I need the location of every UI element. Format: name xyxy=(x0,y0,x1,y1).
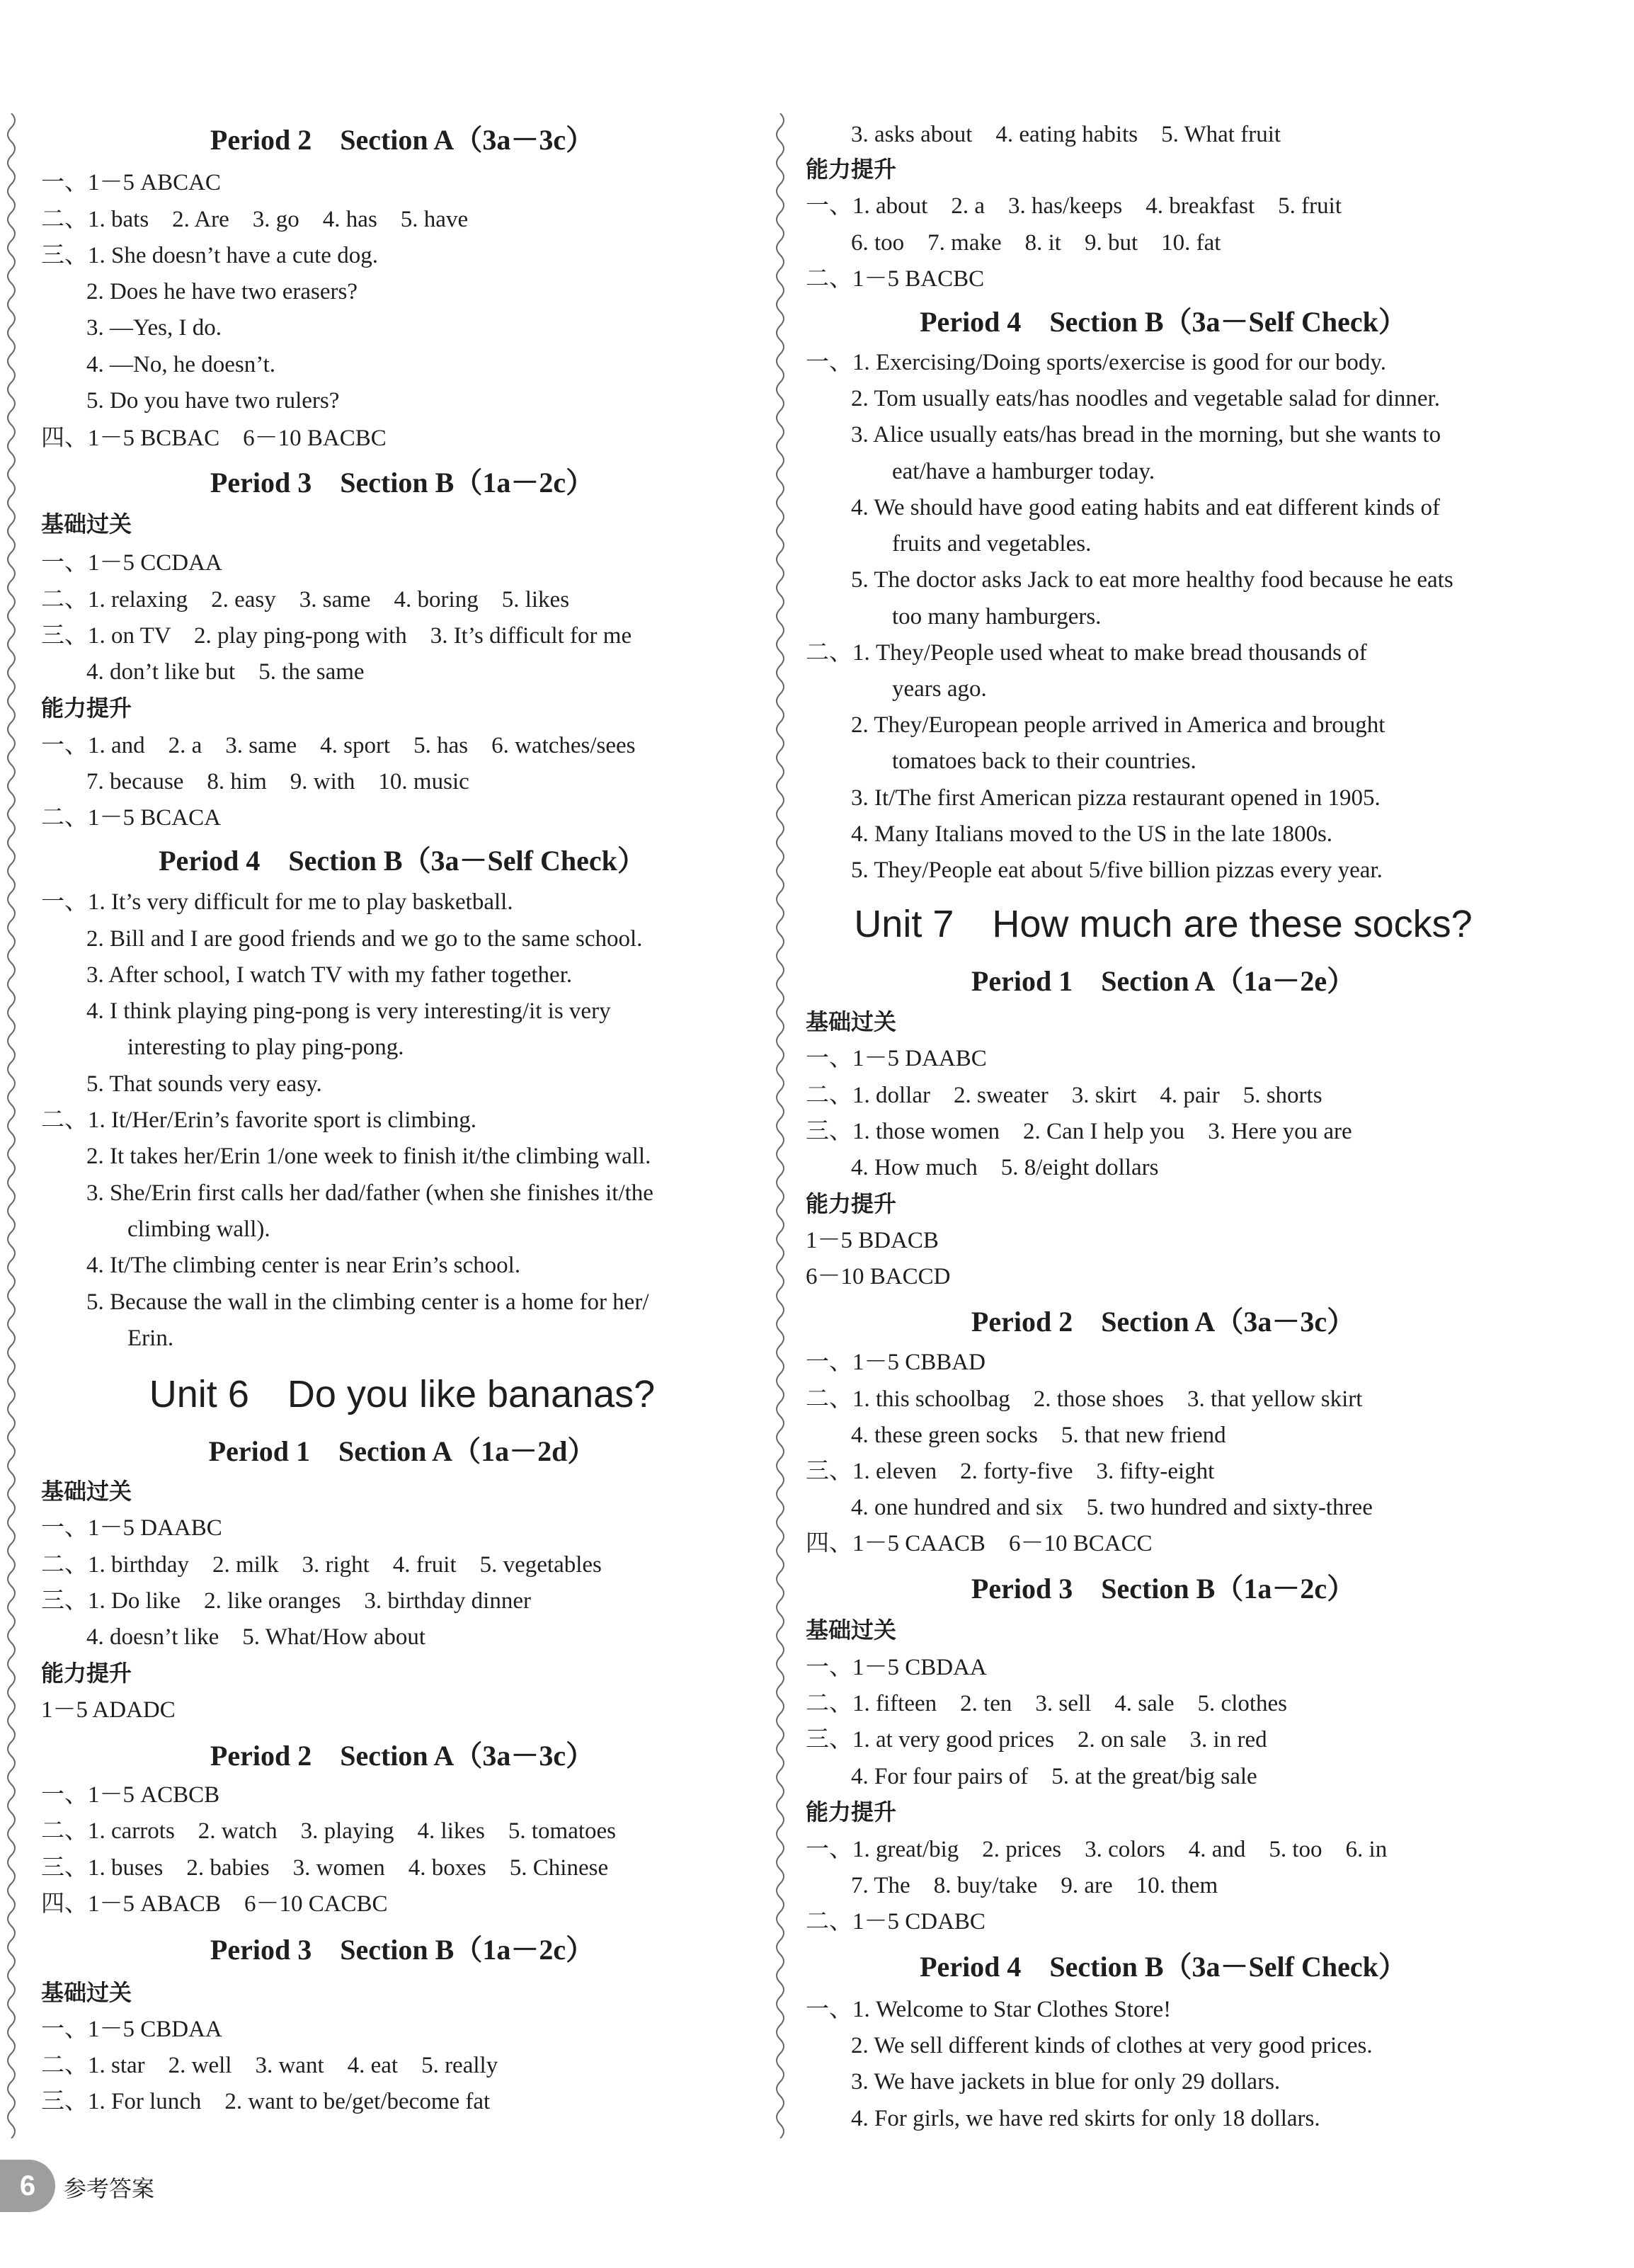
answer-line: 3. It/The first American pizza restaurant opened in 1905. xyxy=(851,785,1381,811)
section-heading: Period 3 Section B（1a－2c） xyxy=(971,1573,1356,1605)
section-heading: Period 4 Section B（3a－Self Check） xyxy=(920,306,1407,338)
answer-line: 三、1. on TV 2. play ping-pong with 3. It’s difficult for me xyxy=(41,623,632,649)
section-heading: Period 3 Section B（1a－2c） xyxy=(210,467,595,498)
section-heading: Period 1 Section A（1a－2e） xyxy=(971,965,1356,997)
answer-line: 四、1－5 ABACB 6－10 CACBC xyxy=(41,1891,388,1917)
unit-title: Unit 7 How much are these socks? xyxy=(854,903,1473,945)
answer-line: 3. After school, I watch TV with my father together. xyxy=(86,962,573,988)
answer-line: 三、1. eleven 2. forty-five 3. fifty-eight xyxy=(806,1459,1215,1484)
answer-line: 二、1. fifteen 2. ten 3. sell 4. sale 5. clothes xyxy=(806,1691,1288,1716)
answer-line: 一、1－5 DAABC xyxy=(806,1046,987,1071)
answer-line: 一、1－5 ABCAC xyxy=(41,170,221,195)
left-wavy-border xyxy=(3,113,20,2138)
answer-line: 6. too 7. make 8. it 9. but 10. fat xyxy=(851,230,1221,256)
answer-line: 二、1. dollar 2. sweater 3. skirt 4. pair 5. shorts xyxy=(806,1083,1322,1108)
answer-line: interesting to play ping-pong. xyxy=(127,1035,404,1060)
answer-line: 5. The doctor asks Jack to eat more healthy food because he eats xyxy=(851,567,1453,593)
answer-line: 5. Because the wall in the climbing center is a home for her/ xyxy=(86,1289,649,1315)
category-label: 基础过关 xyxy=(41,1979,132,2006)
answer-line: 一、1－5 CBBAD xyxy=(806,1350,985,1375)
answer-line: 6－10 BACCD xyxy=(806,1264,951,1289)
category-label: 基础过关 xyxy=(806,1008,897,1035)
answer-line: climbing wall). xyxy=(127,1216,270,1242)
answer-line: 5. They/People eat about 5/five billion pizzas every year. xyxy=(851,857,1383,883)
answer-line: 一、1. and 2. a 3. same 4. sport 5. has 6. watches/sees xyxy=(41,733,636,758)
answer-line: 4. one hundred and six 5. two hundred and sixty-three xyxy=(851,1495,1373,1520)
answer-line: 一、1. about 2. a 3. has/keeps 4. breakfast 5. fruit xyxy=(806,193,1342,219)
answer-line: 二、1. star 2. well 3. want 4. eat 5. really xyxy=(41,2053,498,2078)
section-heading: Period 2 Section A（3a－3c） xyxy=(971,1306,1356,1338)
answer-line: 7. because 8. him 9. with 10. music xyxy=(86,769,469,794)
category-label: 能力提升 xyxy=(41,1660,132,1687)
answer-line: 二、1－5 CDABC xyxy=(806,1909,985,1934)
answer-line: 二、1. It/Her/Erin’s favorite sport is climbing. xyxy=(41,1107,476,1133)
answer-line: 三、1. She doesn’t have a cute dog. xyxy=(41,243,378,268)
answer-line: 5. That sounds very easy. xyxy=(86,1071,322,1097)
answer-line: 4. For four pairs of 5. at the great/big sale xyxy=(851,1764,1257,1789)
answer-line: 1－5 ADADC xyxy=(41,1697,176,1723)
answer-line: 一、1－5 DAABC xyxy=(41,1515,222,1541)
answer-line: 二、1. birthday 2. milk 3. right 4. fruit 5. vegetables xyxy=(41,1552,602,1578)
answer-line: 四、1－5 CAACB 6－10 BCACC xyxy=(806,1531,1153,1556)
category-label: 能力提升 xyxy=(806,1190,897,1217)
section-heading: Period 1 Section A（1a－2d） xyxy=(208,1435,596,1467)
category-label: 基础过关 xyxy=(41,511,132,537)
answer-line: 一、1. It’s very difficult for me to play basketball. xyxy=(41,889,513,915)
category-label: 基础过关 xyxy=(41,1478,132,1505)
answer-line: eat/have a hamburger today. xyxy=(892,459,1155,484)
answer-line: 一、1－5 CBDAA xyxy=(806,1655,987,1680)
answer-line: 2. It takes her/Erin 1/one week to finish it/the climbing wall. xyxy=(86,1144,651,1169)
answer-line: 1－5 BDACB xyxy=(806,1228,939,1253)
answer-line: 3. She/Erin first calls her dad/father (when she finishes it/the xyxy=(86,1180,653,1206)
section-heading: Period 2 Section A（3a－3c） xyxy=(210,1740,595,1772)
answer-line: 3. asks about 4. eating habits 5. What fruit xyxy=(851,122,1281,147)
answer-line: 三、1. Do like 2. like oranges 3. birthday dinner xyxy=(41,1588,531,1614)
answer-line: 2. Bill and I are good friends and we go to the same school. xyxy=(86,926,643,952)
answer-line: 3. —Yes, I do. xyxy=(86,315,222,341)
answer-line: 4. For girls, we have red skirts for only 18 dollars. xyxy=(851,2106,1320,2131)
answer-line: 二、1. carrots 2. watch 3. playing 4. likes 5. tomatoes xyxy=(41,1818,617,1844)
answer-line: 4. We should have good eating habits and eat different kinds of xyxy=(851,495,1440,520)
answer-line: 三、1. at very good prices 2. on sale 3. in red xyxy=(806,1727,1267,1753)
answer-line: 2. They/European people arrived in America and brought xyxy=(851,712,1386,738)
answer-line: 三、1. buses 2. babies 3. women 4. boxes 5. Chinese xyxy=(41,1855,609,1881)
answer-line: 一、1. Welcome to Star Clothes Store! xyxy=(806,1997,1172,2022)
answer-line: 二、1. bats 2. Are 3. go 4. has 5. have xyxy=(41,207,469,232)
answer-line: 4. I think playing ping-pong is very interesting/it is very xyxy=(86,998,611,1024)
answer-line: 3. We have jackets in blue for only 29 dollars. xyxy=(851,2069,1281,2095)
answer-line: 4. doesn’t like 5. What/How about xyxy=(86,1624,426,1650)
category-label: 能力提升 xyxy=(41,695,132,722)
answer-line: 4. How much 5. 8/eight dollars xyxy=(851,1155,1159,1180)
answer-line: tomatoes back to their countries. xyxy=(892,748,1196,774)
category-label: 能力提升 xyxy=(806,156,897,183)
answer-line: fruits and vegetables. xyxy=(892,531,1092,557)
answer-line: 一、1－5 CBDAA xyxy=(41,2017,222,2042)
answer-line: 二、1. They/People used wheat to make bread thousands of xyxy=(806,640,1367,666)
answer-line: 二、1. this schoolbag 2. those shoes 3. that yellow skirt xyxy=(806,1386,1363,1412)
answer-line: 4. these green socks 5. that new friend xyxy=(851,1423,1226,1448)
center-wavy-divider xyxy=(772,113,789,2138)
answer-line: 一、1－5 ACBCB xyxy=(41,1782,220,1808)
answer-line: 5. Do you have two rulers? xyxy=(86,388,340,414)
answer-line: years ago. xyxy=(892,676,987,702)
answer-line: 4. don’t like but 5. the same xyxy=(86,659,365,685)
page-number-badge: 6 xyxy=(0,2160,55,2212)
answer-line: 2. We sell different kinds of clothes at very good prices. xyxy=(851,2033,1373,2058)
category-label: 能力提升 xyxy=(806,1799,897,1825)
answer-line: 一、1. Exercising/Doing sports/exercise is good for our body. xyxy=(806,350,1386,375)
answer-line: Erin. xyxy=(127,1326,174,1351)
unit-title: Unit 6 Do you like bananas? xyxy=(149,1373,656,1415)
answer-line: 三、1. For lunch 2. want to be/get/become fat xyxy=(41,2089,491,2114)
answer-line: too many hamburgers. xyxy=(892,604,1102,629)
answer-line: 四、1－5 BCBAC 6－10 BACBC xyxy=(41,426,387,451)
answer-line: 三、1. those women 2. Can I help you 3. Here you are xyxy=(806,1119,1352,1144)
answer-line: 2. Does he have two erasers? xyxy=(86,279,358,304)
answer-line: 4. It/The climbing center is near Erin’s school. xyxy=(86,1253,521,1278)
answer-line: 二、1. relaxing 2. easy 3. same 4. boring 5. likes xyxy=(41,587,570,612)
answer-line: 一、1－5 CCDAA xyxy=(41,550,222,576)
answer-line: 2. Tom usually eats/has noodles and vegetable salad for dinner. xyxy=(851,386,1440,411)
answer-line: 一、1. great/big 2. prices 3. colors 4. and 5. too 6. in xyxy=(806,1837,1388,1862)
answer-line: 4. —No, he doesn’t. xyxy=(86,352,276,377)
footer-label: 参考答案 xyxy=(64,2175,155,2202)
section-heading: Period 2 Section A（3a－3c） xyxy=(210,124,595,156)
category-label: 基础过关 xyxy=(806,1617,897,1643)
answer-line: 7. The 8. buy/take 9. are 10. them xyxy=(851,1873,1218,1898)
section-heading: Period 4 Section B（3a－Self Check） xyxy=(920,1951,1407,1983)
answer-line: 二、1－5 BCACA xyxy=(41,805,221,831)
answer-line: 4. Many Italians moved to the US in the late 1800s. xyxy=(851,821,1333,847)
section-heading: Period 3 Section B（1a－2c） xyxy=(210,1934,595,1966)
section-heading: Period 4 Section B（3a－Self Check） xyxy=(159,845,646,877)
answer-line: 二、1－5 BACBC xyxy=(806,266,985,292)
answer-line: 3. Alice usually eats/has bread in the morning, but she wants to xyxy=(851,422,1441,448)
